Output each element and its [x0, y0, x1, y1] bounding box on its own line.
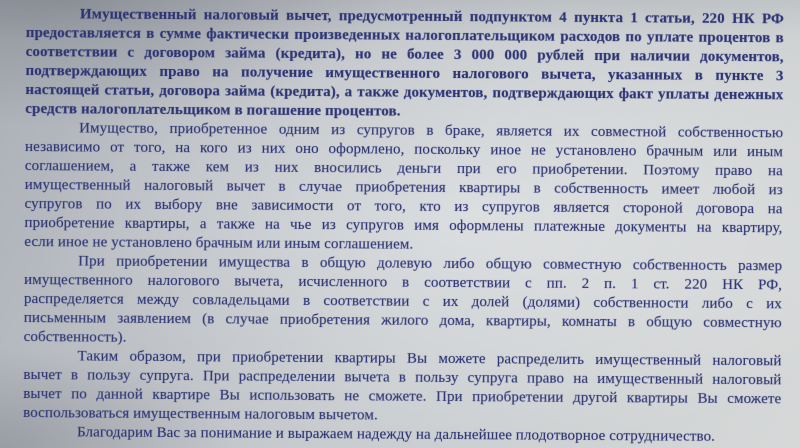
text-line: средств налогоплательщиком в погашение процентов.	[25, 100, 401, 120]
paragraph-closing-thanks	[23, 423, 781, 447]
text-line: воспользоваться имущественным налоговым вычетом.	[23, 404, 378, 424]
text-line: настоящей статьи, договора займа (кредита), а также документов, подтверждающих факт уплаты денежных	[25, 81, 784, 104]
paragraph-conclusion	[23, 347, 782, 428]
text-line: собственность).	[23, 328, 127, 346]
text-line: имущественный налоговый вычет в случае приобретения квартиры в собственность имеет любой из	[24, 176, 783, 199]
text-line: письменным заявлением (в случае приобретения жилого дома, квартиры, комнаты в общую совместную	[23, 309, 782, 332]
text-line: вычет по данной квартире Вы использовать не сможете. При приобретении другой квартиры Вы сможете	[23, 385, 782, 408]
text-line: предоставляется в сумме фактически произведенных налогоплательщиком расходов по уплате процентов в	[25, 24, 784, 47]
text-line: соответствии с договором займа (кредита), но не более 3 000 000 рублей при наличии документов,	[25, 43, 784, 66]
text-line: приобретение квартиры, а также на чье из супругов имя оформлены платежные документы на квартиру,	[24, 214, 783, 237]
paragraph-interest-deduction	[25, 5, 784, 124]
text-line: Таким образом, при приобретении квартиры Вы можете распределить имущественный налоговый	[77, 348, 782, 370]
document-text	[23, 5, 784, 447]
text-line: подтверждающих право на получение имущественного налогового вычета, указанных в пункте 3	[25, 62, 784, 85]
text-line: Имущественный налоговый вычет, предусмотренный подпунктом 4 пункта 1 статьи, 220 НК РФ	[79, 6, 784, 28]
text-line: имущественного налогового вычета, исчисленного в соответствии с пп. 2 п. 1 ст. 220 НК РФ,	[24, 271, 783, 294]
text-line: соглашением, а также кем из них вносились деньги при его приобретении. Поэтому право на	[24, 157, 783, 180]
text-line: Имущество, приобретенное одним из супругов в браке, является их совместной собственностью	[79, 120, 784, 142]
text-line: супругов по их выбору вне зависимости от того, кто из супругов является стороной договора на	[24, 195, 783, 218]
text-line: Благодарим Вас за понимание и выражаем надежду на дальнейшее плодотворное сотрудничество.	[76, 424, 716, 445]
paragraph-shared-ownership	[24, 252, 783, 352]
text-line: распределяется между совладельцами в соответствии с их долей (долями) собственности либо с их	[23, 290, 782, 313]
text-line: При приобретении имущества в общую долевую либо общую совместную собственность размер	[78, 253, 783, 275]
paragraph-joint-property	[24, 119, 783, 257]
text-line: если иное не установлено брачным или иным соглашением.	[24, 233, 414, 253]
text-line: независимо от того, на кого из них оно оформлено, поскольку иное не установлено брачным или иным	[24, 138, 784, 161]
text-line: вычет в пользу супруга. При распределении вычета в пользу супруга право на имущественный налоговый	[23, 366, 782, 389]
